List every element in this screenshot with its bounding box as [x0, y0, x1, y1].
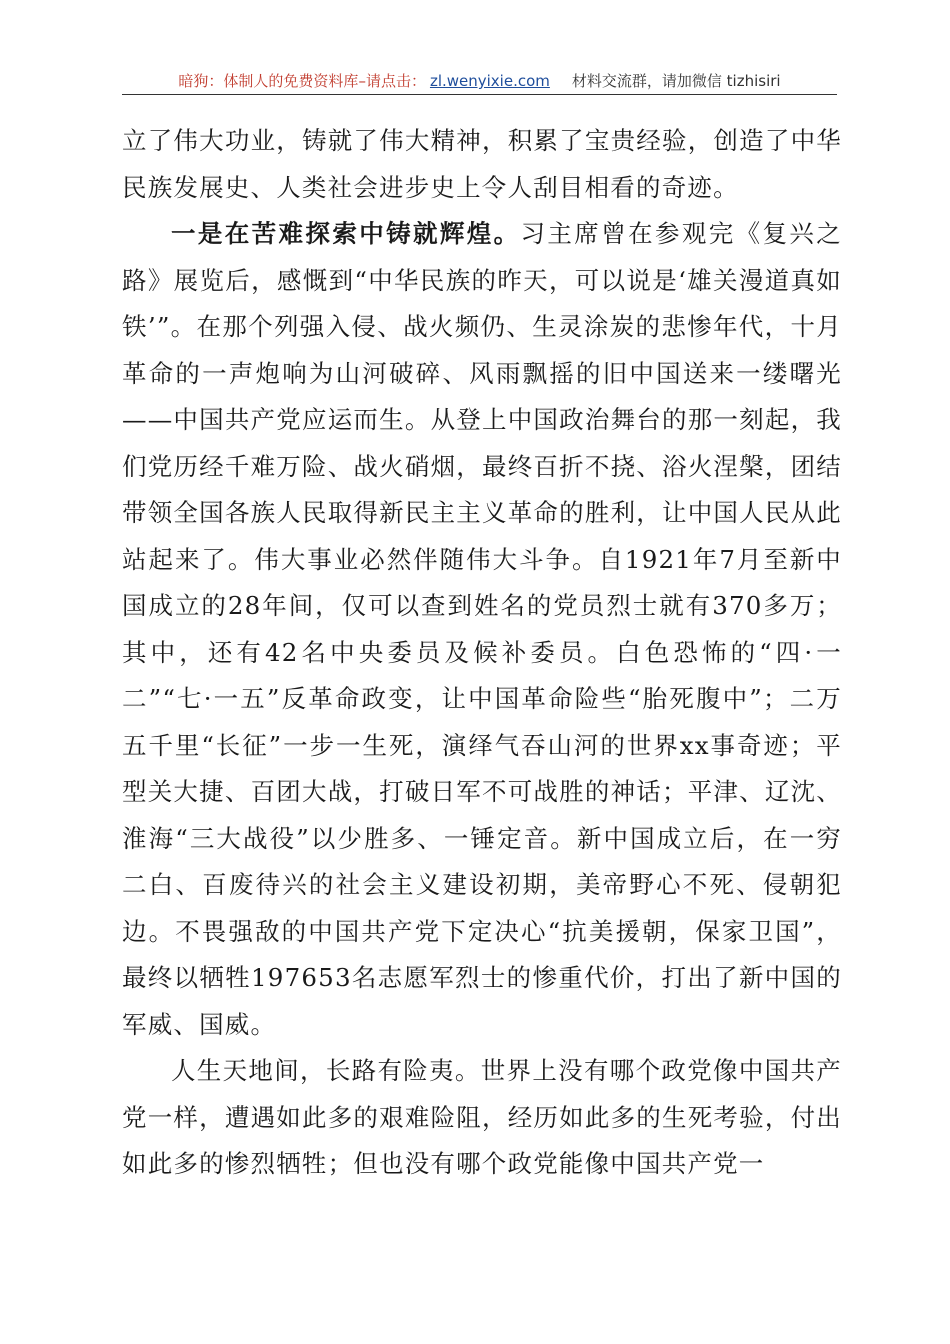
paragraph-3: 人生天地间，长路有险夷。世界上没有哪个政党像中国共产党一样，遭遇如此多的艰难险阻，经历如此多的生死考验，付出如此多的惨烈牺牲；但也没有哪个政党能像中国共产党一 [122, 1056, 842, 1178]
header-link[interactable]: zl.wenyixie.com [429, 72, 550, 90]
header-separator: –请点击： [358, 72, 426, 90]
paragraph-2 [122, 211, 842, 1048]
paragraph-1: 立了伟大功业，铸就了伟大精神，积累了宝贵经验，创造了中华民族发展史、人类社会进步史上令人刮目相看的奇迹。 [122, 126, 842, 202]
document-body [122, 118, 842, 1188]
header-contact: 材料交流群，请加微信 tizhisiri [571, 72, 781, 90]
paragraph-2-body: 习主席曾在参观完《复兴之路》展览后，感慨到“中华民族的昨天，可以说是‘雄关漫道真如铁’”。在那个列强入侵、战火频仍、生灵涂炭的悲惨年代，十月革命的一声炮响为山河破碎、风雨飘摇的旧中国送来一缕曙光——中国共产党应运而生。从登上中国政治舞台的那一刻起，我们党历经千难万险、战火硝烟，最终百折不挠、浴火涅槃，团结带领全国各族人民取得新民主主义革命的胜利，让中国人民从此站起来了。伟大事业必然伴随伟大斗争。自1921年7月至新中国成立的28年间，仅可以查到姓名的党员烈士就有370多万；其中，还有42名中央委员及候补委员。白色恐怖的“四·一二”“七·一五”反革命政变，让中国革命险些“胎死腹中”；二万五千里“长征”一步一生死，演绎气吞山河的世界xx事奇迹；平型关大捷、百团大战，打破日军不可战胜的神话；平津、辽沈、淮海“三大战役”以少胜多、一锤定音。新中国成立后，在一穷二白、百废待兴的社会主义建设初期，美帝野心不死、侵朝犯边。不畏强敌的中国共产党下定决心“抗美援朝，保家卫国”，最终以牺牲197653名志愿军烈士的惨重代价，打出了新中国的军威、国威。 [122, 219, 842, 1039]
header-brand: 暗狗：体制人的免费资料库 [178, 72, 359, 90]
paragraph-2-lead: 一是在苦难探索中铸就辉煌。 [171, 219, 521, 248]
page-header [122, 70, 837, 95]
